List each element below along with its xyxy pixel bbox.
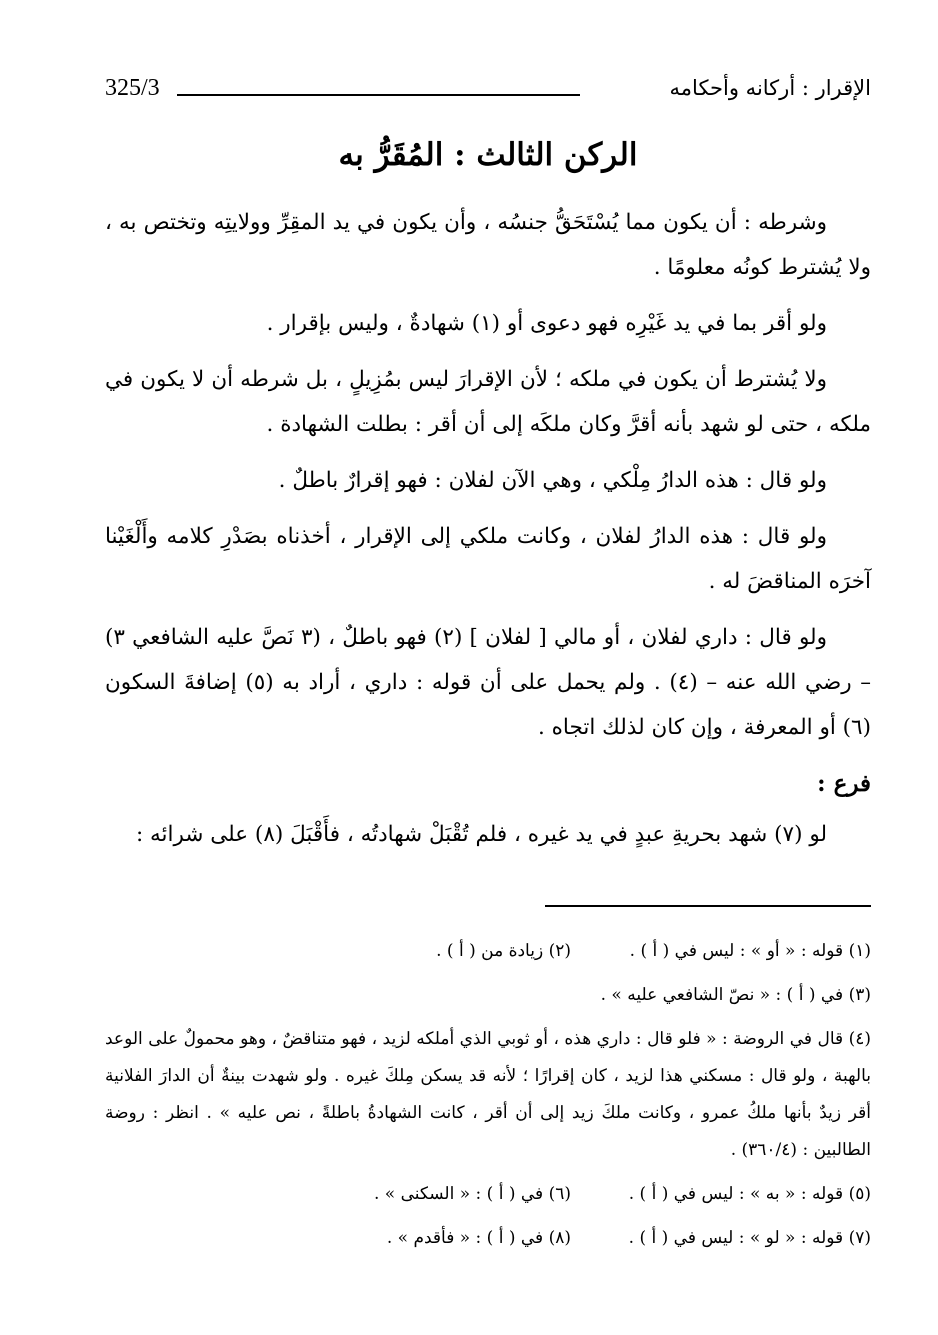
running-title: الإقرار : أركانه وأحكامه	[669, 76, 871, 100]
main-text	[105, 200, 871, 868]
running-header	[105, 70, 871, 110]
footnote-3: (٣) في ( أ ) : « نصّ الشافعي عليه » .	[600, 985, 871, 1005]
footnote-7: (٧) قوله : « لو » : ليس في ( أ ) .	[628, 1228, 871, 1248]
paragraph-condition: وشرطه : أن يكون مما يُسْتَحَقُّ جنسُه ، وأن يكون في يد المقِرِّ وولايتِه وتختص به ، ولا يُشترط كونُه معلومًا .	[105, 210, 871, 280]
paragraph-witness: لو (٧) شهد بحريةِ عبدٍ في يد غيره ، فلم تُقْبَلْ شهادتُه ، فأَقْبَلَ (٨) على شرائه :	[135, 822, 827, 847]
footnote-row	[105, 1220, 871, 1257]
footnote-row	[105, 933, 871, 970]
paragraph-my-property: ولو قال : داري لفلان ، أو مالي [ لفلان ] (٢) فهو باطلٌ ، (٣ نَصَّ عليه الشافعي ٣) – رضي الله عنه – (٤) . ولم يحمل على أن قوله : داري ، أراد به (٥) إضافةَ السكون (٦) أو المعرفة ، وإن كان لذلك اتجاه .	[105, 625, 871, 740]
paragraph-my-house: ولو قال : هذه الدارُ مِلْكي ، وهي الآن لفلان : فهو إقرارٌ باطلٌ .	[278, 468, 827, 493]
branch-heading: فرع :	[817, 770, 871, 797]
footnote-8: (٨) في ( أ ) : « فأقدم » .	[386, 1228, 571, 1248]
page-number: 325/3	[105, 75, 160, 101]
paragraph-house-for-someone: ولو قال : هذه الدارُ لفلان ، وكانت ملكي إلى الإقرار ، أخذناه بصَدْرِ كلامه وأَلْغَيْنا آخرَه المناقضَ له .	[105, 524, 871, 594]
footnotes	[105, 933, 871, 1264]
section-title: الركن الثالث : المُقَرُّ به	[338, 137, 638, 173]
footnote-4: (٤) قال في الروضة : « فلو قال : داري هذه ، أو ثوبي الذي أملكه لزيد ، فهو متناقضٌ ، وهو محمولٌ على الوعد بالهبة ، ولو قال : مسكني هذا لزيد ، كان إقرارًا ؛ لأنه قد يسكن مِلكَ غيره . ولو شهدت بينةٌ أن الدارَ الفلانية أقر زيدٌ بأنها ملكُ عمرو ، وكانت ملكَ زيد إلى أن أقر ، كانت الشهادةُ باطلةً ، نص عليه » . انظر : روضة الطالبين : (٣٦٠/٤) .	[105, 1029, 871, 1160]
footnote-5: (٥) قوله : « به » : ليس في ( أ ) .	[628, 1184, 871, 1204]
footnote-separator	[545, 905, 871, 907]
footnote-row	[105, 1176, 871, 1213]
paragraph-ownership: ولا يُشترط أن يكون في ملكه ؛ لأن الإقرارَ ليس بمُزِيلٍ ، بل شرطه أن لا يكون في ملكه ، حتى لو شهد بأنه أقرَّ وكان ملكَه إلى أن أقر : بطلت الشهادة .	[105, 367, 871, 437]
footnote-2: (٢) زيادة من ( أ ) .	[436, 941, 571, 961]
header-rule	[177, 94, 580, 96]
paragraph-other-hand: ولو أقر بما في يد غَيْرِه فهو دعوى أو (١) شهادةٌ ، وليس بإقرار .	[266, 311, 827, 336]
footnote-1: (١) قوله : « أو » : ليس في ( أ ) .	[629, 941, 871, 961]
footnote-6: (٦) في ( أ ) : « السكنى » .	[373, 1184, 571, 1204]
